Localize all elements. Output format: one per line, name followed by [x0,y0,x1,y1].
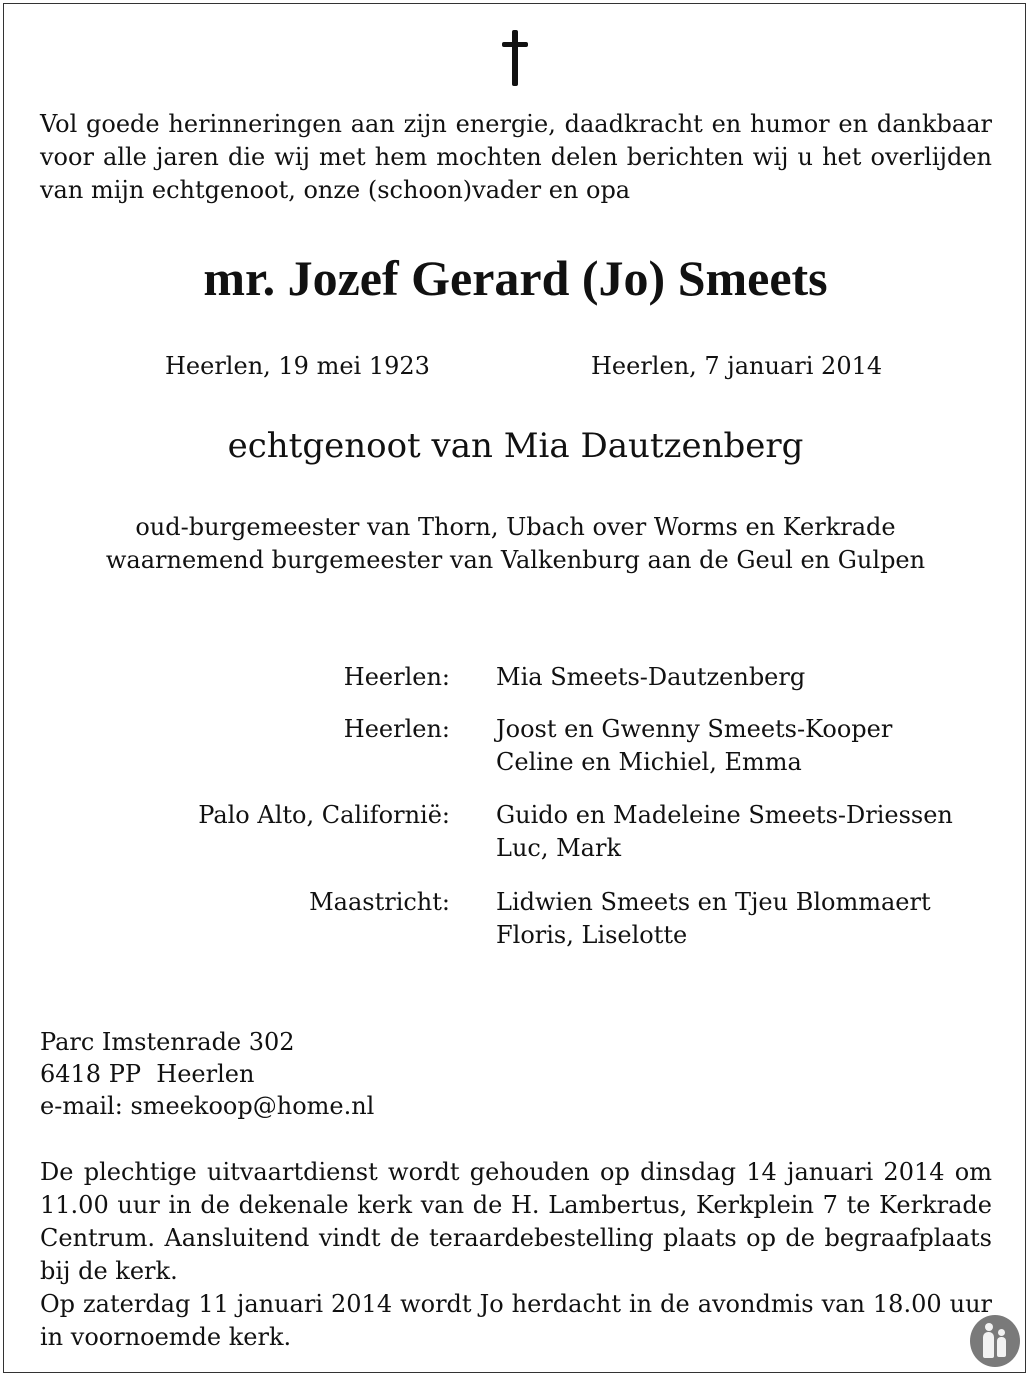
office-line: waarnemend burgemeester van Valkenburg aan de Geul en Gulpen [105,546,926,574]
cross-icon [502,30,528,86]
family-place: Heerlen: [343,715,450,743]
family-member-line: Celine en Michiel, Emma [496,748,802,776]
address-block [40,1026,374,1122]
family-place: Maastricht: [309,888,450,916]
address-street: Parc Imstenrade 302 [40,1028,295,1056]
family-place: Heerlen: [343,663,450,691]
family-members [496,661,805,694]
family-member-line: Joost en Gwenny Smeets-Kooper [496,715,893,743]
publisher-logo-icon [970,1315,1020,1367]
funeral-text: De plechtige uitvaartdienst wordt gehouden op dinsdag 14 januari 2014 om 11.00 uur in de dekenale kerk van de H. Lambertus, Kerkplein 7 te Kerkrade Centrum. Aansluitend vindt de teraardebestelling plaats op de begraafplaats bij de kerk. [40,1158,992,1285]
spouse-line: echtgenoot van Mia Dautzenberg [227,426,804,466]
family-place: Palo Alto, Californië: [198,801,450,829]
family-members [496,799,953,865]
family-members [496,713,892,779]
address-city: 6418 PP Heerlen [40,1060,255,1088]
family-member-line: Mia Smeets-Dautzenberg [496,663,806,691]
office-line: oud-burgemeester van Thorn, Ubach over Worms en Kerkrade [135,513,896,541]
address-email: e-mail: smeekoop@home.nl [40,1092,375,1120]
deceased-name: mr. Jozef Gerard (Jo) Smeets [203,250,828,306]
family-member-line: Floris, Liselotte [496,921,688,949]
family-member-line: Luc, Mark [496,834,621,862]
family-members [496,886,931,952]
birth-date: Heerlen, 19 mei 1923 [165,352,430,380]
family-member-line: Lidwien Smeets en Tjeu Blommaert [496,888,931,916]
intro-text: Vol goede herinneringen aan zijn energie, daadkracht en humor en dankbaar voor alle jaren die wij met hem mochten delen berichten wij u het overlijden van mijn echtgenoot, onze (schoon)vader en opa [40,110,992,204]
offices [0,511,1031,577]
death-date: Heerlen, 7 januari 2014 [591,352,883,380]
family-member-line: Guido en Madeleine Smeets-Driessen [496,801,953,829]
memorial-text: Op zaterdag 11 januari 2014 wordt Jo herdacht in de avondmis van 18.00 uur in voornoemde kerk. [40,1290,992,1351]
